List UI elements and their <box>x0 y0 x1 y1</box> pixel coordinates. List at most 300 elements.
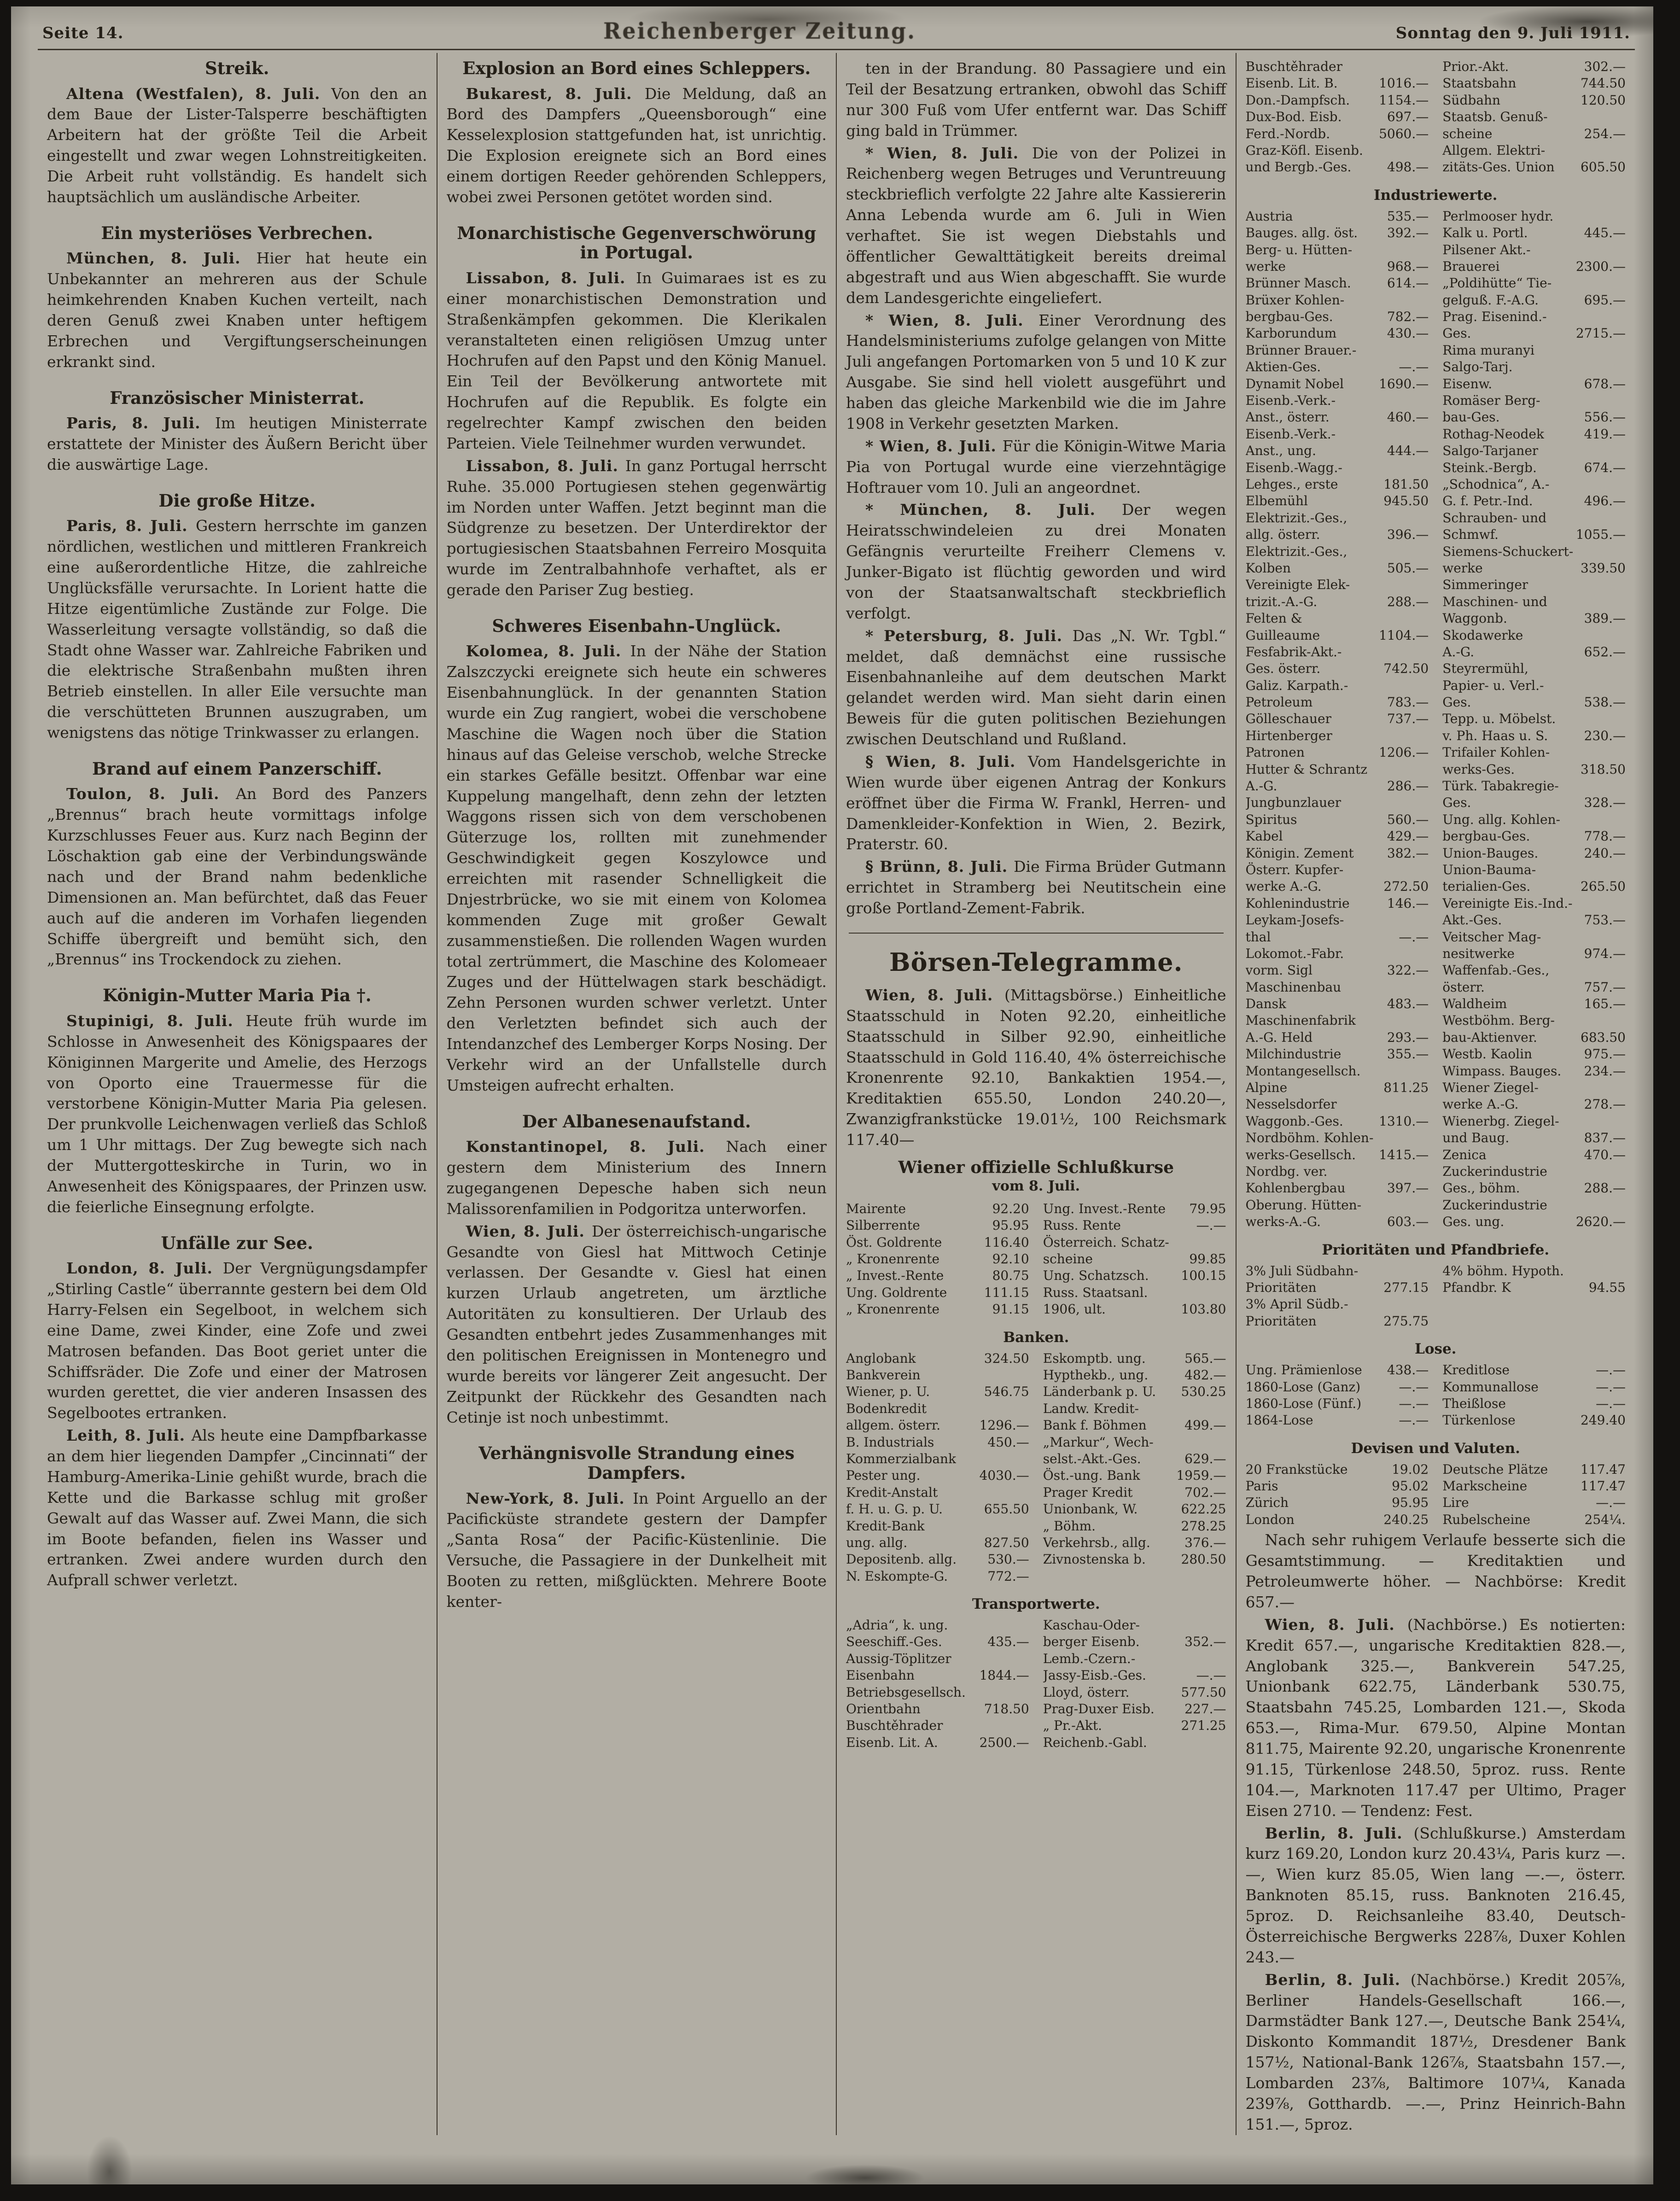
quote-row <box>1246 1214 1626 1230</box>
security-name: werke A.-G. <box>1245 879 1322 894</box>
quote-pair <box>1442 828 1626 845</box>
security-name: Russ. Rente <box>1043 1218 1121 1233</box>
security-price: 1959.— <box>1176 1468 1226 1483</box>
quote-pair <box>846 1651 1029 1667</box>
security-price: 419.— <box>1584 426 1626 442</box>
quote-pair <box>1442 476 1626 493</box>
quote-pair <box>1442 677 1626 694</box>
security-name: Rima muranyi <box>1442 342 1534 358</box>
security-name: Länderbank p. U. <box>1043 1384 1156 1400</box>
security-name: Maschinen- und <box>1442 594 1547 609</box>
quote-pair <box>1442 660 1626 677</box>
quote-pair <box>1043 1401 1226 1417</box>
quote-pair <box>1246 359 1429 375</box>
security-price: 278.25 <box>1181 1518 1226 1534</box>
article-headline: Königin-Mutter Maria Pia †. <box>103 985 372 1006</box>
dateline: Leith, 8. Juli. <box>66 1426 192 1445</box>
quote-row <box>846 1434 1226 1451</box>
security-name: Anst., ung. <box>1245 443 1316 459</box>
quote-row <box>1246 409 1626 426</box>
security-name: und Bergb.-Ges. <box>1245 159 1352 175</box>
quote-row <box>1246 1379 1626 1395</box>
article-paragraph: Paris, 8. Juli. Gestern herrschte im ganzen nördlichen, westlichen und mittleren Frankreich eine außerordentliche Hitze, die zahlreiche Unglücksfälle verursachte. In Lorient hatte die Hitze eigentümliche Zustände zur Folge. Die Wasserleitung versagte vollständig, so daß die Stadt ohne Wasser war. Zahlreiche Fabriken und die elektrische Straßenbahn mußten ihren Betrieb einstellen. In aller Eile versuchte man die verschütteten Brunnen auszugraben, um wenigstens das nötige Trinkwasser zu erlangen. <box>47 517 427 742</box>
security-name: bergbau-Ges. <box>1245 309 1333 325</box>
security-name: A.-G. <box>1245 778 1278 794</box>
quote-pair <box>1043 1284 1226 1301</box>
quote-pair <box>1442 812 1626 828</box>
quote-row <box>1246 309 1626 325</box>
quote-pair <box>1442 292 1626 309</box>
quote-row <box>1246 778 1626 794</box>
security-name: Westböhm. Berg- <box>1442 1013 1555 1028</box>
security-name: Theißlose <box>1442 1395 1506 1411</box>
security-price: 272.50 <box>1383 879 1429 894</box>
quote-pair <box>1442 1096 1626 1113</box>
quote-pair <box>1246 1197 1429 1214</box>
quote-pair <box>1442 878 1626 895</box>
quote-pair <box>1246 258 1429 275</box>
quote-table <box>846 1617 1226 1751</box>
quote-pair <box>1246 912 1429 928</box>
quote-row <box>1246 1461 1626 1478</box>
security-name: Österreich. Schatz- <box>1043 1234 1169 1250</box>
quote-pair <box>1246 677 1429 694</box>
quote-row <box>1246 543 1626 560</box>
quote-pair <box>1246 1512 1429 1528</box>
article-headline: Ein mysteriöses Verbrechen. <box>101 222 373 243</box>
security-name: Hypthekb., ung. <box>1043 1367 1149 1383</box>
quote-pair <box>1246 862 1429 878</box>
security-name: Lloyd, österr. <box>1043 1684 1130 1700</box>
security-name: Deutsche Plätze <box>1442 1461 1548 1477</box>
security-name: Verkehrsb., allg. <box>1043 1535 1150 1550</box>
quote-row <box>846 1301 1226 1318</box>
quote-pair <box>1442 242 1626 258</box>
dateline: Lissabon, 8. Juli. <box>466 269 636 287</box>
quote-pair <box>846 1467 1029 1484</box>
quote-row <box>1246 728 1626 744</box>
security-price: 444.— <box>1387 443 1429 459</box>
security-name: Türk. Tabakregie- <box>1442 778 1559 794</box>
quote-pair <box>1043 1484 1226 1501</box>
security-price: 655.50 <box>984 1501 1029 1517</box>
security-price: 757.— <box>1584 979 1626 995</box>
article-headline: Französischer Ministerrat. <box>110 387 365 408</box>
article-headline: Unfälle zur See. <box>161 1232 314 1253</box>
quote-row <box>1246 1080 1626 1096</box>
quote-row <box>1246 560 1626 577</box>
quote-row <box>1246 1395 1626 1412</box>
quote-row <box>1246 510 1626 526</box>
quote-pair <box>1442 761 1626 778</box>
security-name: f. H. u. G. p. U. <box>846 1501 943 1517</box>
article-paragraph: Toulon, 8. Juli. An Bord des Panzers „Brennus“ brach heute vormittags infolge Kurzschlusses Feuer aus. Kurz nach Beginn der Löschaktion gab eine der Verbindungswände nach und der Brand nahm bedenkliche Dimensionen an. Man befürchtet, daß das Feuer auch auf die anderen im Vorhafen liegenden Schiffe übergreift und bemüht sich, den „Brennus“ ins Trockendock zu ziehen. <box>47 785 427 969</box>
article-headline: Verhängnisvolle Strandung eines Dampfers. <box>478 1443 795 1483</box>
security-name: nesitwerke <box>1442 946 1515 961</box>
quote-table <box>846 1350 1226 1585</box>
security-name: Bauges. allg. öst. <box>1245 225 1358 241</box>
quote-pair <box>1246 1080 1429 1096</box>
quote-row <box>1246 208 1626 225</box>
security-name: Waffenfab.-Ges., <box>1442 963 1550 978</box>
security-price: 99.85 <box>1189 1251 1226 1267</box>
quote-row <box>1246 895 1626 912</box>
security-price: 116.40 <box>984 1234 1029 1250</box>
quote-pair <box>1246 979 1429 996</box>
security-price: 546.75 <box>984 1384 1029 1400</box>
quote-pair <box>1043 1518 1226 1535</box>
article-paragraph: Nach sehr ruhigem Verlaufe besserte sich die Gesamtstimmung. — Kreditaktien und Petroleumwerte höher. — Nachbörse: Kredit 657.— <box>1245 1531 1626 1611</box>
newspaper-paper <box>11 6 1653 2184</box>
quote-pair <box>1043 1384 1226 1400</box>
security-name: Kabel <box>1245 829 1283 844</box>
security-name: Eisenb. Lit. B. <box>1245 76 1338 91</box>
quote-pair <box>1246 1412 1429 1429</box>
quote-row <box>846 1417 1226 1434</box>
dateline: * Petersburg, 8. Juli. <box>865 626 1073 645</box>
security-price: 1844.— <box>979 1668 1029 1683</box>
quote-pair <box>1246 392 1429 409</box>
security-name: Pester ung. <box>846 1468 921 1483</box>
security-name: Reichenb.-Gabl. <box>1043 1734 1147 1750</box>
quote-pair <box>1043 1667 1226 1684</box>
quote-row <box>1246 862 1626 878</box>
quote-pair <box>1246 828 1429 845</box>
quote-row <box>1246 225 1626 241</box>
security-name: Jassy-Eisb.-Ges. <box>1043 1668 1146 1683</box>
security-name: scheine <box>1442 126 1493 141</box>
quote-pair <box>846 1501 1029 1518</box>
quote-row <box>1246 109 1626 125</box>
page-date: Sonntag den 9. Juli 1911. <box>1395 24 1630 42</box>
quote-row <box>846 1267 1226 1284</box>
security-name: Siemens-Schuckert- <box>1442 543 1574 559</box>
quote-table <box>1246 58 1626 176</box>
dateline: Wien, 8. Juli. <box>466 1222 592 1240</box>
security-price: 278.— <box>1584 1097 1626 1112</box>
security-name: Schmwf. <box>1442 527 1499 543</box>
quote-pair <box>1246 1461 1429 1478</box>
quote-pair <box>1246 159 1429 175</box>
security-price: 565.— <box>1184 1350 1226 1366</box>
quote-pair <box>1442 1412 1626 1429</box>
quote-pair <box>1246 560 1429 577</box>
quote-pair <box>1246 208 1429 225</box>
security-price: —.— <box>1399 359 1429 375</box>
article-paragraph: New-York, 8. Juli. In Point Arguello an der Pacificküste strandete gestern der Dampfer „Santa Rosa“ der Pacific-Küstenlinie. Die Versuche, die Passagiere in der Dunkelheit mit Booten zu retten, mißglückten. Mehrere Boote kenter- <box>446 1489 827 1611</box>
security-name: Zenica <box>1442 1147 1487 1162</box>
quote-pair <box>846 1518 1029 1535</box>
quote-row <box>1246 376 1626 392</box>
security-price: 288.— <box>1387 594 1429 609</box>
security-name: „ Kronenrente <box>846 1251 940 1267</box>
quote-row <box>1246 929 1626 946</box>
security-name: Ges. <box>1442 695 1471 710</box>
security-name: Elbemühl <box>1245 493 1308 509</box>
security-price: 1296.— <box>979 1418 1029 1433</box>
security-name: Waggonb. <box>1442 611 1507 626</box>
security-price: 483.— <box>1387 996 1429 1012</box>
security-price: 19.02 <box>1392 1461 1429 1477</box>
security-name: vorm. Sigl <box>1245 963 1312 978</box>
security-name: Kreditlose <box>1442 1362 1510 1378</box>
security-name: „Schodnica“, A.- <box>1442 476 1550 492</box>
security-name: Salgo-Tarjaner <box>1442 443 1539 459</box>
security-price: 79.95 <box>1189 1201 1226 1216</box>
subsection-title: Wiener offizielle Schlußkurse <box>898 1157 1174 1177</box>
security-name: Ges., böhm. <box>1442 1180 1520 1196</box>
quote-pair <box>1442 1012 1626 1029</box>
security-name: Paris <box>1245 1478 1278 1494</box>
quote-pair <box>1043 1651 1226 1667</box>
security-name: Ung. Schatzsch. <box>1043 1268 1149 1284</box>
quote-pair <box>1442 594 1626 610</box>
dateline: Kolomea, 8. Juli. <box>466 642 630 660</box>
quote-pair <box>846 1350 1029 1367</box>
security-price: 227.— <box>1184 1701 1226 1717</box>
quote-row <box>846 1384 1226 1400</box>
quote-row <box>846 1734 1226 1751</box>
quote-row <box>1246 159 1626 175</box>
security-name: Maschinenfabrik <box>1245 1013 1356 1028</box>
security-price: 293.— <box>1387 1029 1429 1045</box>
security-price: 429.— <box>1387 829 1429 844</box>
quote-row <box>1246 476 1626 493</box>
quote-pair <box>1442 711 1626 727</box>
security-price: 146.— <box>1387 895 1429 911</box>
quote-pair <box>1442 1461 1626 1478</box>
security-price: 614.— <box>1387 275 1429 291</box>
security-name: Montangesellsch. <box>1245 1063 1361 1079</box>
security-price: 482.— <box>1184 1367 1226 1383</box>
security-name: Ges. österr. <box>1245 661 1321 677</box>
security-price: 782.— <box>1387 309 1429 325</box>
security-name: Waggonb.-Ges. <box>1245 1113 1343 1129</box>
quote-row <box>846 1535 1226 1551</box>
security-name: Kaschau-Oder- <box>1043 1617 1140 1633</box>
dateline: Berlin, 8. Juli. <box>1265 1824 1414 1842</box>
security-price: 742.50 <box>1383 661 1429 677</box>
security-price: 783.— <box>1387 695 1429 710</box>
security-price: 389.— <box>1584 611 1626 626</box>
masthead-title: Reichenberger Zeitung. <box>603 18 916 44</box>
security-name: werks-Ges. <box>1442 761 1515 777</box>
security-name: Kommerzialbank <box>846 1451 957 1466</box>
quote-row <box>846 1518 1226 1535</box>
quote-row <box>1246 644 1626 660</box>
security-price: 737.— <box>1387 711 1429 727</box>
security-name: Waldheim <box>1442 996 1507 1012</box>
quote-pair <box>1246 1113 1429 1130</box>
security-price: —.— <box>1399 1379 1429 1395</box>
quote-pair <box>1442 359 1626 375</box>
quote-pair <box>1246 58 1429 75</box>
article-headline: Monarchistische Gegenverschwörung in Portugal. <box>457 222 817 263</box>
quote-pair <box>1246 325 1429 342</box>
security-name: Veitscher Mag- <box>1442 929 1541 945</box>
security-name: 1860-Lose (Fünf.) <box>1245 1395 1362 1411</box>
security-price: 249.40 <box>1581 1413 1626 1428</box>
separator-rule <box>849 933 1224 934</box>
quote-row <box>1246 1512 1626 1528</box>
quote-pair <box>1442 1495 1626 1511</box>
quote-row <box>1246 577 1626 593</box>
quote-pair <box>846 1251 1029 1267</box>
quote-pair <box>1442 929 1626 946</box>
quote-pair <box>1246 426 1429 443</box>
quote-pair <box>1043 1417 1226 1434</box>
security-name: Brünner Brauer.- <box>1245 342 1357 358</box>
quote-pair <box>1246 309 1429 325</box>
quote-row <box>1246 627 1626 644</box>
security-name: 3% Juli Südbahn- <box>1245 1263 1359 1279</box>
quote-pair <box>1246 895 1429 912</box>
quote-row <box>1246 1197 1626 1214</box>
security-price: 288.— <box>1584 1180 1626 1196</box>
quote-pair <box>1442 996 1626 1012</box>
security-name: Wiener Ziegel- <box>1442 1080 1539 1096</box>
quote-row <box>1246 828 1626 845</box>
quote-row <box>1246 1362 1626 1378</box>
security-price: 2715.— <box>1575 326 1626 341</box>
security-name: Kommunallose <box>1442 1379 1539 1395</box>
security-name: Eisenbahn <box>846 1668 915 1683</box>
security-name: Simmeringer <box>1442 577 1528 593</box>
security-name: Bankverein <box>846 1367 921 1383</box>
security-name: Westb. Kaolin <box>1442 1046 1533 1062</box>
security-name: Patronen <box>1245 745 1305 760</box>
quote-row <box>1246 1096 1626 1113</box>
quote-row <box>1246 359 1626 375</box>
quote-pair <box>1442 208 1626 225</box>
quote-pair <box>1043 1634 1226 1650</box>
security-name: ung. allg. <box>846 1535 908 1550</box>
security-name: Ung. allg. Kohlen- <box>1442 812 1561 827</box>
quote-pair <box>1442 392 1626 409</box>
security-name: Ges. <box>1442 326 1471 341</box>
security-name: Romäser Berg- <box>1442 393 1540 409</box>
quote-row <box>846 1617 1226 1634</box>
security-name: thal <box>1245 929 1271 945</box>
quote-row <box>1246 1130 1626 1146</box>
security-price: 280.50 <box>1181 1552 1226 1567</box>
security-name: Aktien-Ges. <box>1245 359 1321 375</box>
quote-row <box>846 1484 1226 1501</box>
security-price: 744.50 <box>1581 76 1626 91</box>
security-name: Dynamit Nobel <box>1245 376 1344 391</box>
quote-pair <box>1246 1029 1429 1046</box>
quote-row <box>846 1568 1226 1585</box>
security-name: Betriebsgesellsch. <box>846 1684 966 1700</box>
security-name: „Poldihütte“ Tie- <box>1442 275 1552 291</box>
security-price: 811.25 <box>1383 1080 1429 1096</box>
quote-pair <box>1043 1684 1226 1701</box>
security-price: 1310.— <box>1379 1113 1429 1129</box>
quote-pair <box>1043 1701 1226 1717</box>
security-name: Bodenkredit <box>846 1401 927 1416</box>
security-name: bau-Ges. <box>1442 409 1500 425</box>
quote-pair <box>846 1535 1029 1551</box>
quote-row <box>1246 526 1626 543</box>
quote-row <box>1246 996 1626 1012</box>
column-3 <box>836 53 1236 2135</box>
security-price: 94.55 <box>1588 1279 1626 1295</box>
security-price: 538.— <box>1584 695 1626 710</box>
quote-pair <box>1246 577 1429 593</box>
security-name: Russ. Staatsanl. <box>1043 1284 1148 1300</box>
quote-pair <box>1442 376 1626 392</box>
security-name: Ung. Invest.-Rente <box>1043 1201 1166 1216</box>
security-price: 837.— <box>1584 1130 1626 1146</box>
security-name: zitäts-Ges. Union <box>1442 159 1555 175</box>
security-price: 968.— <box>1387 258 1429 274</box>
quote-pair <box>1246 376 1429 392</box>
article-paragraph: Bukarest, 8. Juli. Die Meldung, daß an Bord des Dampfers „Queensborough“ eine Kesselexplosion stattgefunden hat, ist unrichtig. Die Explosion ereignete sich an Bord eines einem dortigen Reeder gehörenden Schleppers, wobei zwei Personen getötet worden sind. <box>446 84 827 206</box>
quote-pair <box>1246 92 1429 109</box>
security-price: —.— <box>1596 1495 1626 1511</box>
quote-pair <box>1043 1734 1226 1751</box>
security-price: 530.25 <box>1181 1384 1226 1400</box>
quote-pair <box>1246 225 1429 241</box>
security-price: —.— <box>1596 1395 1626 1411</box>
column-2 <box>437 53 836 2135</box>
quote-table <box>1246 208 1626 1231</box>
security-name: Trifailer Kohlen- <box>1442 745 1550 760</box>
security-name: Eisenb.-Verk.- <box>1245 426 1336 442</box>
quote-pair <box>1442 275 1626 292</box>
quote-pair <box>846 1617 1029 1634</box>
quote-pair <box>1442 1180 1626 1197</box>
quote-pair <box>1442 1214 1626 1230</box>
security-name: v. Ph. Haas u. S. <box>1442 728 1548 743</box>
quote-pair <box>1442 1163 1626 1180</box>
quote-pair <box>1043 1301 1226 1318</box>
article-paragraph: Paris, 8. Juli. Im heutigen Ministerrate erstattete der Minister des Äußern Bericht über die auswärtige Lage. <box>47 414 427 473</box>
article-paragraph: London, 8. Juli. Der Vergnügungsdampfer „Stirling Castle“ überrannte gestern bei dem Old Harry-Felsen ein Segelboot, in welchem sich eine Dame, zwei Kinder, eine Zofe und zwei Matrosen befanden. Das Boot geriet unter die Schiffsräder. Die Zofe und einer der Matrosen wurden gerettet, die vier anderen Insassen des Segelbootes ertranken. <box>47 1259 427 1422</box>
security-name: trizit.-A.-G. <box>1245 594 1318 609</box>
security-name: Dansk <box>1245 996 1287 1012</box>
dateline: * Wien, 8. Juli. <box>865 311 1039 329</box>
dateline: Altena (Westfalen), 8. Juli. <box>66 84 332 103</box>
security-name: N. Eskompte-G. <box>846 1568 948 1584</box>
security-price: 355.— <box>1387 1046 1429 1062</box>
security-name: Prior.-Akt. <box>1442 59 1509 74</box>
quote-pair <box>1246 1096 1429 1113</box>
quote-pair <box>1442 1279 1626 1296</box>
security-name: 20 Frankstücke <box>1245 1461 1348 1477</box>
security-name: Leykam-Josefs- <box>1245 912 1344 928</box>
quote-pair <box>1246 1478 1429 1495</box>
security-name: Elektrizit.-Ges., <box>1245 510 1348 525</box>
security-name: Seeschiff.-Ges. <box>846 1634 942 1650</box>
security-price: 695.— <box>1584 292 1626 308</box>
dateline: Konstantinopel, 8. Juli. <box>466 1138 726 1156</box>
security-name: Unionbank, W. <box>1043 1501 1138 1517</box>
security-price: —.— <box>1596 1379 1626 1395</box>
quote-pair <box>1442 510 1626 526</box>
security-price: 91.15 <box>992 1302 1029 1317</box>
security-price: 324.50 <box>984 1350 1029 1366</box>
quote-pair <box>846 1717 1029 1734</box>
quote-row <box>846 1401 1226 1417</box>
quote-pair <box>1442 1130 1626 1146</box>
quote-pair <box>1442 159 1626 175</box>
quote-pair <box>846 1234 1029 1251</box>
quote-pair <box>1442 560 1626 577</box>
security-name: werks-A.-G. <box>1245 1214 1321 1230</box>
quote-row <box>1246 75 1626 92</box>
security-price: 271.25 <box>1181 1718 1226 1734</box>
